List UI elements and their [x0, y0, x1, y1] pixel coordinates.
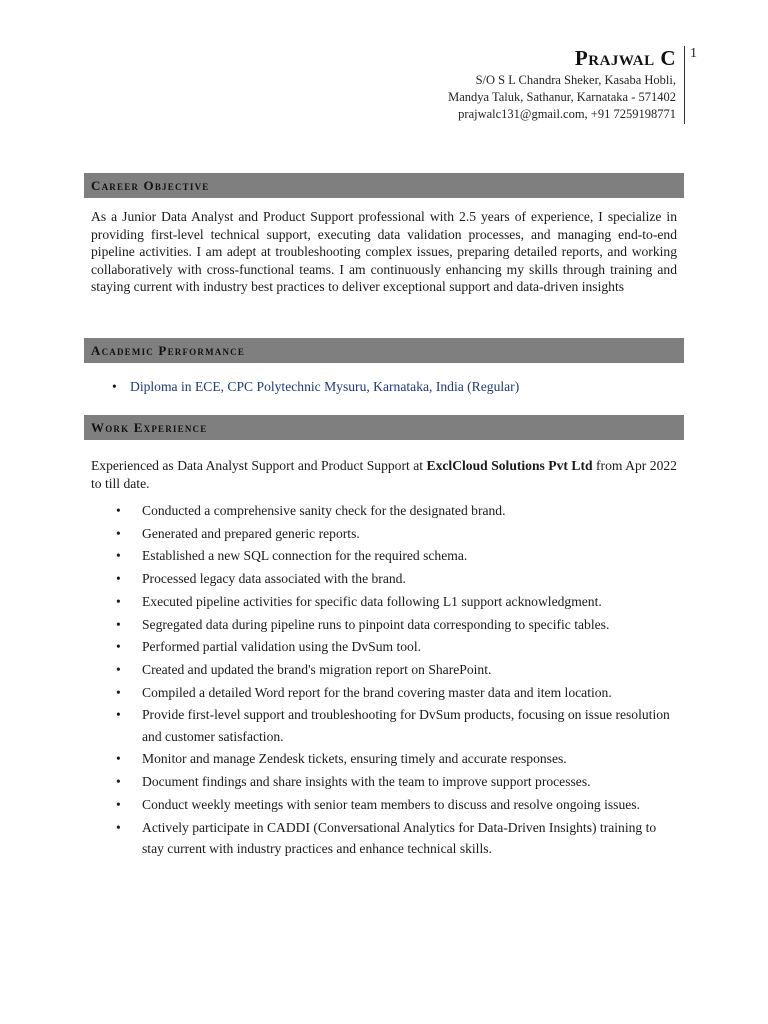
- list-item: [114, 704, 674, 747]
- bullet-icon: •: [116, 796, 121, 812]
- bullet-icon: •: [116, 661, 121, 677]
- list-item: [114, 659, 674, 680]
- list-item-text: Document findings and share insights with the team to improve support processes.: [142, 774, 591, 790]
- list-item: [114, 614, 674, 635]
- bullet-icon: •: [116, 819, 121, 835]
- bullet-icon: •: [116, 684, 121, 700]
- education-text: Diploma in ECE, CPC Polytechnic Mysuru, Karnataka, India (Regular): [130, 379, 520, 394]
- list-item: [114, 523, 674, 544]
- list-item-text: Established a new SQL connection for the required schema.: [142, 548, 468, 564]
- career-objective-text: As a Junior Data Analyst and Product Support professional with 2.5 years of experience, I specialize in providing first-level technical support, executing data validation processes, and managing end-to-end pipeline activities. I am adept at troubleshooting complex issues, preparing detailed reports, and working collaboratively with cross-functional teams. I am continuously enhancing my skills through training and staying current with industry best practices to deliver exceptional support and data-driven insights: [91, 209, 677, 295]
- bullet-icon: •: [116, 751, 121, 767]
- list-item: [114, 500, 674, 521]
- list-item: [114, 748, 674, 769]
- work-experience-intro: [91, 457, 677, 492]
- candidate-name: Prajwal C: [574, 46, 676, 70]
- education-item: [112, 379, 519, 395]
- list-item-text: Processed legacy data associated with the brand.: [142, 571, 406, 587]
- intro-text: Experienced as Data Analyst Support and Product Support at: [91, 458, 427, 473]
- list-item: [114, 636, 674, 657]
- bullet-icon: •: [116, 571, 121, 587]
- intro-text-end: from Apr 2022 to till date.: [91, 458, 677, 491]
- bullet-icon: •: [116, 548, 121, 564]
- career-objective-heading: Career Objective: [84, 173, 684, 198]
- list-item: [114, 682, 674, 703]
- list-item-text: Actively participate in CADDI (Conversational Analytics for Data-Driven Insights) training to stay current with industry practices and enhance technical skills.: [142, 819, 657, 856]
- bullet-icon: •: [112, 379, 117, 394]
- work-experience-list: [114, 500, 674, 861]
- bullet-icon: •: [116, 503, 121, 518]
- bullet-icon: •: [116, 639, 121, 655]
- bullet-icon: •: [116, 593, 121, 609]
- resume-header: [448, 44, 676, 123]
- list-item-text: Segregated data during pipeline runs to pinpoint data corresponding to specific tables.: [142, 616, 610, 632]
- list-item: [114, 545, 674, 566]
- list-item-text: Created and updated the brand's migration report on SharePoint.: [142, 661, 492, 677]
- bullet-icon: •: [116, 616, 121, 632]
- address-line-1: S/O S L Chandra Sheker, Kasaba Hobli,: [475, 73, 676, 87]
- list-item-text: Provide first-level support and troubleshooting for DvSum products, focusing on issue resolution and customer satisfaction.: [142, 707, 670, 744]
- contact-info: prajwalc131@gmail.com, +91 7259198771: [458, 107, 676, 121]
- work-experience-heading: Work Experience: [84, 415, 684, 440]
- list-item: [114, 568, 674, 589]
- list-item: [114, 794, 674, 815]
- page-number: 1: [690, 46, 697, 61]
- list-item-text: Monitor and manage Zendesk tickets, ensuring timely and accurate responses.: [142, 751, 567, 767]
- address-line-2: Mandya Taluk, Sathanur, Karnataka - 571402: [448, 90, 676, 104]
- list-item-text: Executed pipeline activities for specific data following L1 support acknowledgment.: [142, 593, 602, 609]
- list-item-text: Compiled a detailed Word report for the brand covering master data and item location.: [142, 684, 612, 700]
- bullet-icon: •: [116, 707, 121, 723]
- academic-performance-heading: Academic Performance: [84, 338, 684, 363]
- header-divider: [684, 46, 685, 124]
- list-item-text: Conduct weekly meetings with senior team members to discuss and resolve ongoing issues.: [142, 796, 640, 812]
- list-item: [114, 771, 674, 792]
- list-item: [114, 817, 674, 860]
- list-item: [114, 591, 674, 612]
- list-item-text: Generated and prepared generic reports.: [142, 525, 360, 541]
- company-name: ExclCloud Solutions Pvt Ltd: [426, 458, 593, 473]
- list-item-text: Conducted a comprehensive sanity check for the designated brand.: [142, 503, 506, 518]
- bullet-icon: •: [116, 525, 121, 541]
- bullet-icon: •: [116, 774, 121, 790]
- list-item-text: Performed partial validation using the DvSum tool.: [142, 639, 422, 655]
